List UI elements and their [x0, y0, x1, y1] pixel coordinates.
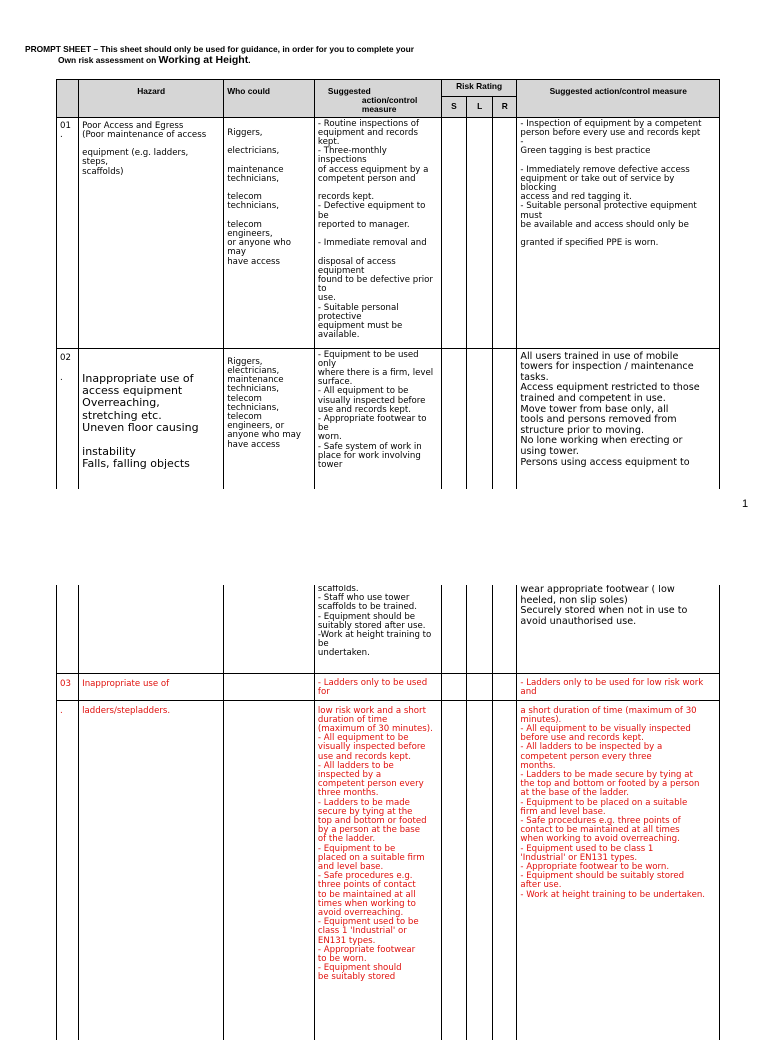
rating-l-cell	[467, 700, 493, 1040]
table-row	[57, 585, 720, 673]
col-risk-rating: Risk Rating	[441, 80, 517, 97]
suggested-cell: low risk work and a short duration of time (maximum of 30 minutes). - All equipment to be visually inspected before use and records kept. - All ladders to be inspected by a competent person every three months. - Ladders to be made secure by tying at the top and bottom or footed by a person at the base of the ladder. - Equipment to be placed on a suitable firm and level base. - Safe procedures e.g. three points of contact to be maintained at all times when working to avoid overreaching. - Equipment used to be class 1 'Industrial' or EN131 types. - Appropriate footwear to be worn. - Equipment should be suitably stored	[314, 700, 441, 1040]
rating-r-cell	[493, 673, 517, 700]
risk-assessment-table-page1	[56, 79, 720, 489]
control-cell: All users trained in use of mobile towers for inspection / maintenance tasks. Access equipment restricted to those trained and competent in use. Move tower from base only, all tools and persons removed from structure prior to moving. No lone working when erecting or using tower. Persons using access equipment to	[517, 348, 720, 489]
row-number: 03	[57, 673, 79, 700]
row-number: .	[57, 700, 79, 1040]
control-cell: wear appropriate footwear ( low heeled, non slip soles) Securely stored when not in use to avoid unauthorised use.	[517, 585, 720, 673]
suggested-cell: - Routine inspections of equipment and records kept. - Three-monthly inspections of access equipment by a competent person and records kept. - Defective equipment to be reported to manager. - Immediate removal and disposal of access equipment found to be defective prior to use. - Suitable personal protective equipment must be available.	[314, 117, 441, 348]
hazard-cell	[79, 585, 224, 673]
hazard-cell: Inappropriate use of	[79, 673, 224, 700]
table-header-row	[57, 80, 720, 97]
rating-s-cell	[441, 700, 466, 1040]
page-number: 1	[742, 498, 749, 510]
row-number	[57, 585, 79, 673]
col-suggested: Suggested action/control measure	[314, 80, 441, 118]
risk-assessment-table-page2	[56, 585, 720, 1040]
suggested-cell: scaffolds. - Staff who use tower scaffolds to be trained. - Equipment should be suitably stored after use. -Work at height training to be undertaken.	[314, 585, 441, 673]
rating-r-cell	[493, 348, 517, 489]
rating-s-cell	[441, 117, 466, 348]
control-cell: - Inspection of equipment by a competent person before every use and records kept - Green tagging is best practice - Immediately remove defective access equipment or take out of service by blocking access and red tagging it. - Suitable personal protective equipment must be available and access should only be granted if specified PPE is worn.	[517, 117, 720, 348]
col-s: S	[441, 97, 466, 117]
hazard-cell: ladders/stepladders.	[79, 700, 224, 1040]
rating-l-cell	[467, 673, 493, 700]
suggested-cell: - Equipment to be used only where there is a firm, level surface. - All equipment to be visually inspected before use and records kept. - Appropriate footwear to be worn. - Safe system of work in place for work involving tower	[314, 348, 441, 489]
col-who: Who could	[224, 80, 315, 118]
control-cell: a short duration of time (maximum of 30 minutes). - All equipment to be visually inspected before use and records kept. - All ladders to be inspected by a competent person every three months. - Ladders to be made secure by tying at the top and bottom or footed by a person at the base of the ladder. - Equipment to be placed on a suitable firm and level base. - Safe procedures e.g. three points of contact to be maintained at all times when working to avoid overreaching. - Equipment used to be class 1 'Industrial' or EN131 types. - Appropriate footwear to be worn. - Equipment should be suitably stored after use. - Work at height training to be undertaken.	[517, 700, 720, 1040]
table-row	[57, 117, 720, 348]
header-line-2: Own risk assessment on Working at Height.	[58, 54, 251, 66]
rating-r-cell	[493, 117, 517, 348]
suggested-cell: - Ladders only to be used for	[314, 673, 441, 700]
rating-s-cell	[441, 673, 466, 700]
header-line-1: PROMPT SHEET – This sheet should only be used for guidance, in order for you to complete your	[25, 44, 415, 54]
rating-l-cell	[467, 348, 493, 489]
rating-l-cell	[467, 117, 493, 348]
col-l: L	[467, 97, 493, 117]
rating-r-cell	[493, 585, 517, 673]
rating-r-cell	[493, 700, 517, 1040]
who-cell	[224, 585, 315, 673]
control-cell: - Ladders only to be used for low risk work and	[517, 673, 720, 700]
hazard-cell: Poor Access and Egress (Poor maintenance of access equipment (e.g. ladders, steps, scaffolds)	[79, 117, 224, 348]
prompt-sheet-header	[25, 44, 414, 66]
table-row	[57, 700, 720, 1040]
who-cell: Riggers, electricians, maintenance technicians, telecom technicians, telecom engineers, or anyone who may have access	[224, 348, 315, 489]
col-no	[57, 80, 79, 118]
row-number: 01 .	[57, 117, 79, 348]
who-cell	[224, 700, 315, 1040]
rating-s-cell	[441, 585, 466, 673]
table-row	[57, 348, 720, 489]
who-cell: Riggers, electricians, maintenance technicians, telecom technicians, telecom engineers, or anyone who may have access	[224, 117, 315, 348]
row-number: 02 .	[57, 348, 79, 489]
rating-s-cell	[441, 348, 466, 489]
col-hazard: Hazard	[79, 80, 224, 118]
table-row	[57, 673, 720, 700]
rating-l-cell	[467, 585, 493, 673]
col-r: R	[493, 97, 517, 117]
who-cell	[224, 673, 315, 700]
col-control: Suggested action/control measure	[517, 80, 720, 118]
hazard-cell: Inappropriate use of access equipment Overreaching, stretching etc. Uneven floor causing instability Falls, falling objects	[79, 348, 224, 489]
